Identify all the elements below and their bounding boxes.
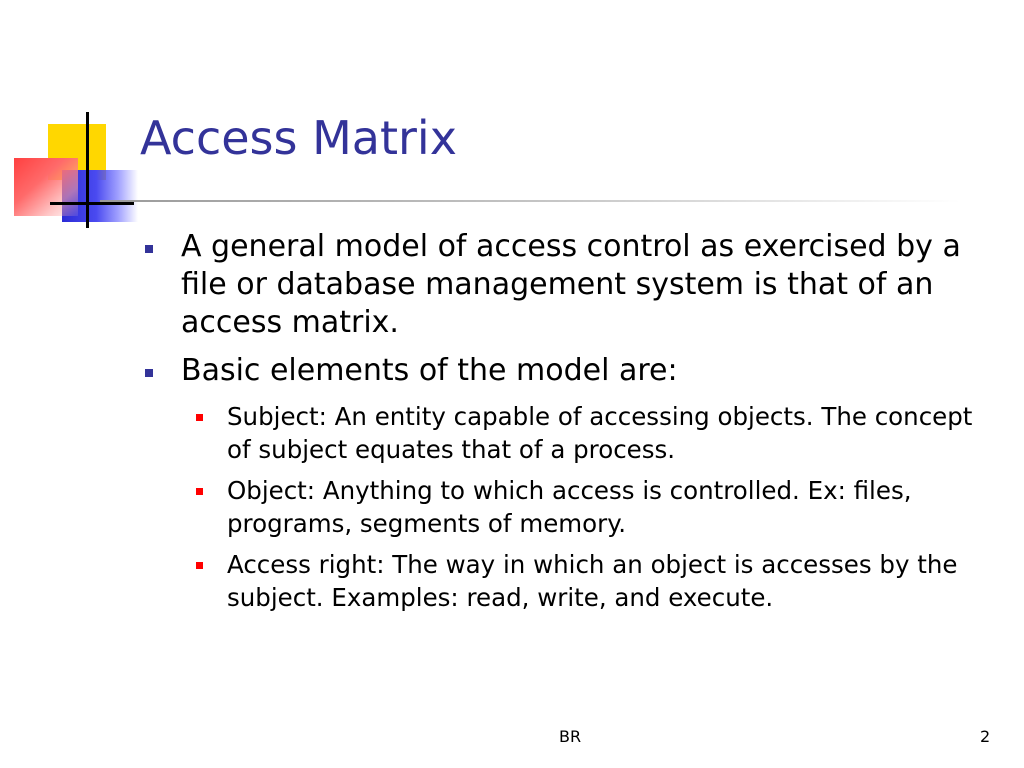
title-divider: [100, 200, 960, 202]
bullet-item: [145, 352, 981, 390]
slide-body: [145, 228, 995, 622]
square-bullet-icon: [145, 245, 153, 253]
sub-bullet-text: Access right: The way in which an object is accesses by the subject. Examples: read, write, and execute.: [227, 550, 958, 612]
logo-horizontal-line: [50, 202, 134, 205]
bullet-item: [145, 228, 981, 342]
sub-bullet-text: Subject: An entity capable of accessing objects. The concept of subject equates that of a process.: [227, 402, 973, 464]
sub-bullet-item: [196, 474, 997, 540]
slide-logo-decoration: [0, 0, 140, 240]
sub-bullet-list: [145, 400, 995, 614]
bullet-text: Basic elements of the model are:: [181, 353, 678, 388]
square-bullet-icon: [196, 414, 203, 421]
slide-title: Access Matrix: [140, 111, 457, 165]
logo-vertical-line: [86, 112, 89, 228]
sub-bullet-text: Object: Anything to which access is controlled. Ex: files, programs, segments of memory.: [227, 476, 912, 538]
page-number: 2: [980, 727, 991, 746]
footer-author: BR: [559, 727, 582, 746]
sub-bullet-item: [196, 548, 997, 614]
logo-red-square: [14, 158, 78, 216]
square-bullet-icon: [196, 562, 203, 569]
square-bullet-icon: [145, 369, 153, 377]
sub-bullet-item: [196, 400, 997, 466]
bullet-text: A general model of access control as exercised by a file or database management system is that of an access matrix.: [181, 229, 961, 340]
square-bullet-icon: [196, 488, 203, 495]
